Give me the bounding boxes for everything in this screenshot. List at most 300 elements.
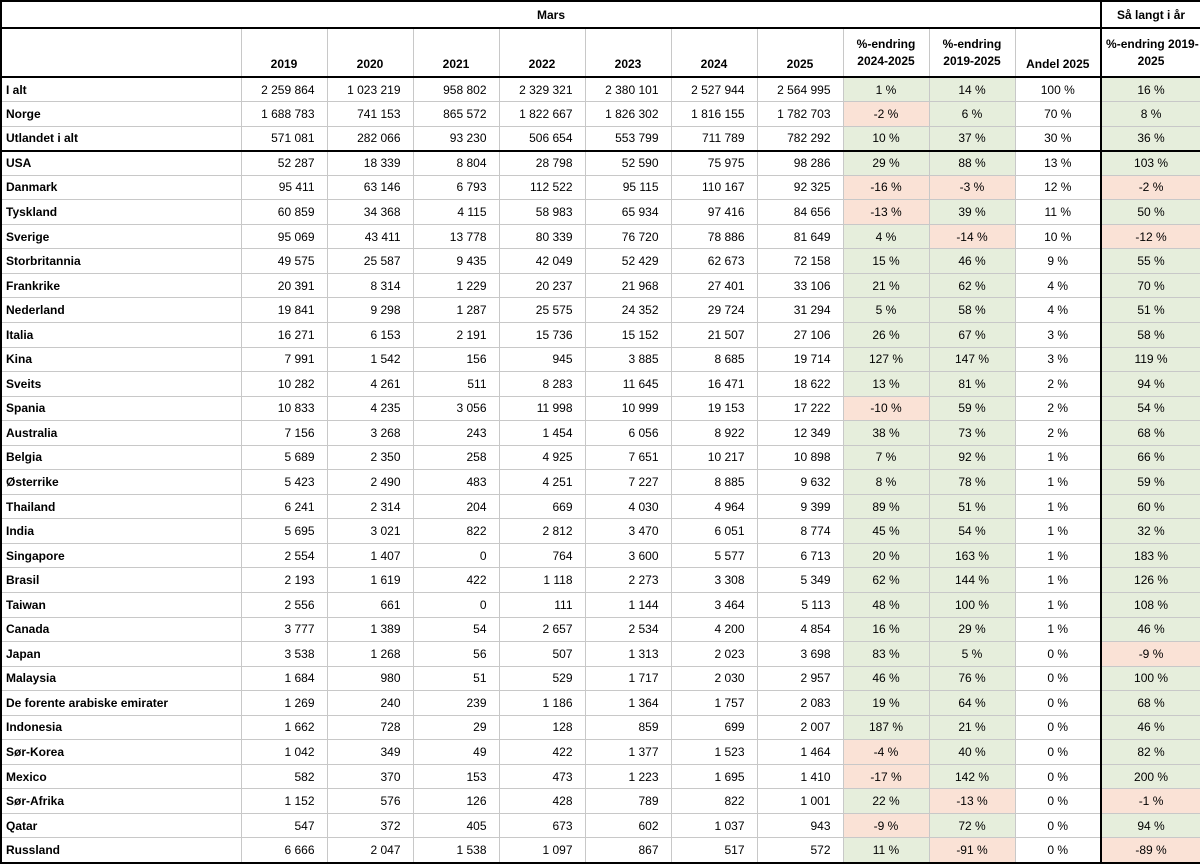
value-cell: 11 645: [585, 372, 671, 397]
value-cell: 18 622: [757, 372, 843, 397]
row-name: Thailand: [1, 494, 241, 519]
change-2019-2025-cell: 144 %: [929, 568, 1015, 593]
value-cell: 9 632: [757, 470, 843, 495]
value-cell: 110 167: [671, 175, 757, 200]
table-row: [1, 592, 1200, 617]
value-cell: 93 230: [413, 126, 499, 151]
row-name: Qatar: [1, 813, 241, 838]
value-cell: 4 030: [585, 494, 671, 519]
ytd-change-cell: 94 %: [1101, 813, 1200, 838]
value-cell: 5 689: [241, 445, 327, 470]
value-cell: 405: [413, 813, 499, 838]
value-cell: 661: [327, 592, 413, 617]
value-cell: 1 410: [757, 764, 843, 789]
value-cell: 60 859: [241, 200, 327, 225]
ytd-change-cell: 60 %: [1101, 494, 1200, 519]
value-cell: 1 186: [499, 691, 585, 716]
ytd-change-cell: 46 %: [1101, 715, 1200, 740]
value-cell: 20 391: [241, 273, 327, 298]
table-row: [1, 764, 1200, 789]
header-year: 2022: [499, 28, 585, 77]
value-cell: 282 066: [327, 126, 413, 151]
value-cell: 507: [499, 642, 585, 667]
change-2019-2025-cell: -3 %: [929, 175, 1015, 200]
ytd-change-cell: 46 %: [1101, 617, 1200, 642]
header-change-2024-2025: [843, 28, 929, 77]
ytd-change-cell: 8 %: [1101, 102, 1200, 127]
table-row: [1, 543, 1200, 568]
value-cell: 1 816 155: [671, 102, 757, 127]
value-cell: 17 222: [757, 396, 843, 421]
value-cell: 52 429: [585, 249, 671, 274]
change-2024-2025-cell: -9 %: [843, 813, 929, 838]
row-name: Danmark: [1, 175, 241, 200]
change-2019-2025-cell: 72 %: [929, 813, 1015, 838]
value-cell: 95 115: [585, 175, 671, 200]
value-cell: 782 292: [757, 126, 843, 151]
header-year: 2025: [757, 28, 843, 77]
value-cell: 7 156: [241, 421, 327, 446]
table-row: [1, 642, 1200, 667]
change-2024-2025-cell: 15 %: [843, 249, 929, 274]
change-2019-2025-cell: -14 %: [929, 224, 1015, 249]
table-row: [1, 617, 1200, 642]
value-cell: 9 435: [413, 249, 499, 274]
value-cell: 153: [413, 764, 499, 789]
value-cell: 62 673: [671, 249, 757, 274]
change-2019-2025-cell: 62 %: [929, 273, 1015, 298]
value-cell: 52 590: [585, 151, 671, 176]
value-cell: 2 350: [327, 445, 413, 470]
value-cell: 156: [413, 347, 499, 372]
value-cell: 473: [499, 764, 585, 789]
row-name: Nederland: [1, 298, 241, 323]
value-cell: 711 789: [671, 126, 757, 151]
change-2024-2025-cell: -2 %: [843, 102, 929, 127]
change-2024-2025-cell: 62 %: [843, 568, 929, 593]
change-2019-2025-cell: 81 %: [929, 372, 1015, 397]
value-cell: 76 720: [585, 224, 671, 249]
value-cell: 1 782 703: [757, 102, 843, 127]
value-cell: 112 522: [499, 175, 585, 200]
value-cell: 6 241: [241, 494, 327, 519]
value-cell: 669: [499, 494, 585, 519]
share-cell: 1 %: [1015, 592, 1101, 617]
value-cell: 10 217: [671, 445, 757, 470]
row-name: Sveits: [1, 372, 241, 397]
value-cell: 3 698: [757, 642, 843, 667]
value-cell: 553 799: [585, 126, 671, 151]
value-cell: 2 259 864: [241, 77, 327, 102]
change-2024-2025-cell: 8 %: [843, 470, 929, 495]
table-row: [1, 789, 1200, 814]
value-cell: 1 542: [327, 347, 413, 372]
value-cell: 428: [499, 789, 585, 814]
value-cell: 95 069: [241, 224, 327, 249]
value-cell: 2 083: [757, 691, 843, 716]
change-2019-2025-cell: 100 %: [929, 592, 1015, 617]
change-2019-2025-cell: -91 %: [929, 838, 1015, 863]
table-row: [1, 249, 1200, 274]
change-2019-2025-cell: 64 %: [929, 691, 1015, 716]
value-cell: 602: [585, 813, 671, 838]
header-change-line1: %-endring: [856, 36, 916, 51]
ytd-change-cell: 119 %: [1101, 347, 1200, 372]
change-2024-2025-cell: 10 %: [843, 126, 929, 151]
value-cell: 349: [327, 740, 413, 765]
value-cell: 65 934: [585, 200, 671, 225]
table-row: [1, 175, 1200, 200]
change-2024-2025-cell: 22 %: [843, 789, 929, 814]
change-2019-2025-cell: 5 %: [929, 642, 1015, 667]
value-cell: 10 999: [585, 396, 671, 421]
value-cell: 1 152: [241, 789, 327, 814]
share-cell: 4 %: [1015, 273, 1101, 298]
change-2024-2025-cell: 83 %: [843, 642, 929, 667]
row-name: Kina: [1, 347, 241, 372]
value-cell: 58 983: [499, 200, 585, 225]
value-cell: 97 416: [671, 200, 757, 225]
value-cell: 1 464: [757, 740, 843, 765]
change-2019-2025-cell: 29 %: [929, 617, 1015, 642]
change-2019-2025-cell: 40 %: [929, 740, 1015, 765]
share-cell: 2 %: [1015, 421, 1101, 446]
change-2019-2025-cell: 46 %: [929, 249, 1015, 274]
ytd-change-cell: 200 %: [1101, 764, 1200, 789]
value-cell: 822: [413, 519, 499, 544]
value-cell: 1 684: [241, 666, 327, 691]
change-2019-2025-cell: 147 %: [929, 347, 1015, 372]
ytd-change-cell: 66 %: [1101, 445, 1200, 470]
change-2024-2025-cell: 127 %: [843, 347, 929, 372]
ytd-change-cell: 68 %: [1101, 421, 1200, 446]
value-cell: 673: [499, 813, 585, 838]
value-cell: 4 251: [499, 470, 585, 495]
header-year: 2024: [671, 28, 757, 77]
value-cell: 31 294: [757, 298, 843, 323]
share-cell: 4 %: [1015, 298, 1101, 323]
share-cell: 1 %: [1015, 494, 1101, 519]
share-cell: 0 %: [1015, 764, 1101, 789]
share-cell: 70 %: [1015, 102, 1101, 127]
header-year: 2023: [585, 28, 671, 77]
value-cell: 20 237: [499, 273, 585, 298]
table-row: [1, 445, 1200, 470]
share-cell: 30 %: [1015, 126, 1101, 151]
change-2019-2025-cell: 21 %: [929, 715, 1015, 740]
row-name: Australia: [1, 421, 241, 446]
row-name: Russland: [1, 838, 241, 863]
change-2024-2025-cell: 38 %: [843, 421, 929, 446]
value-cell: 54: [413, 617, 499, 642]
value-cell: 958 802: [413, 77, 499, 102]
value-cell: 13 778: [413, 224, 499, 249]
value-cell: 258: [413, 445, 499, 470]
value-cell: 699: [671, 715, 757, 740]
ytd-change-cell: 100 %: [1101, 666, 1200, 691]
header-change-line2: 2019-2025: [943, 53, 1001, 68]
ytd-change-cell: 51 %: [1101, 298, 1200, 323]
value-cell: 43 411: [327, 224, 413, 249]
row-name: Frankrike: [1, 273, 241, 298]
row-name: Sør-Korea: [1, 740, 241, 765]
change-2024-2025-cell: 89 %: [843, 494, 929, 519]
ytd-change-cell: 54 %: [1101, 396, 1200, 421]
change-2024-2025-cell: 46 %: [843, 666, 929, 691]
value-cell: 370: [327, 764, 413, 789]
value-cell: 27 401: [671, 273, 757, 298]
value-cell: 6 793: [413, 175, 499, 200]
change-2019-2025-cell: 54 %: [929, 519, 1015, 544]
row-name: Sør-Afrika: [1, 789, 241, 814]
row-name: De forente arabiske emirater: [1, 691, 241, 716]
value-cell: 1 695: [671, 764, 757, 789]
value-cell: 1 097: [499, 838, 585, 863]
change-2019-2025-cell: 88 %: [929, 151, 1015, 176]
value-cell: 9 399: [757, 494, 843, 519]
value-cell: 16 471: [671, 372, 757, 397]
value-cell: 8 314: [327, 273, 413, 298]
value-cell: 1 688 783: [241, 102, 327, 127]
value-cell: 517: [671, 838, 757, 863]
table-row: [1, 568, 1200, 593]
value-cell: 21 507: [671, 322, 757, 347]
change-2024-2025-cell: -16 %: [843, 175, 929, 200]
share-cell: 9 %: [1015, 249, 1101, 274]
value-cell: 9 298: [327, 298, 413, 323]
change-2024-2025-cell: 4 %: [843, 224, 929, 249]
row-name: Taiwan: [1, 592, 241, 617]
share-cell: 1 %: [1015, 543, 1101, 568]
value-cell: 81 649: [757, 224, 843, 249]
value-cell: 42 049: [499, 249, 585, 274]
value-cell: 24 352: [585, 298, 671, 323]
value-cell: 2 534: [585, 617, 671, 642]
value-cell: 1 313: [585, 642, 671, 667]
value-cell: 80 339: [499, 224, 585, 249]
share-cell: 0 %: [1015, 740, 1101, 765]
value-cell: 25 575: [499, 298, 585, 323]
value-cell: 111: [499, 592, 585, 617]
change-2024-2025-cell: 19 %: [843, 691, 929, 716]
ytd-change-cell: 16 %: [1101, 77, 1200, 102]
value-cell: 18 339: [327, 151, 413, 176]
row-name: USA: [1, 151, 241, 176]
value-cell: 2 812: [499, 519, 585, 544]
value-cell: 4 261: [327, 372, 413, 397]
value-cell: 3 464: [671, 592, 757, 617]
share-cell: 1 %: [1015, 445, 1101, 470]
value-cell: 243: [413, 421, 499, 446]
share-cell: 0 %: [1015, 715, 1101, 740]
value-cell: 1 287: [413, 298, 499, 323]
value-cell: 6 713: [757, 543, 843, 568]
value-cell: 10 282: [241, 372, 327, 397]
value-cell: 3 600: [585, 543, 671, 568]
value-cell: 56: [413, 642, 499, 667]
value-cell: 867: [585, 838, 671, 863]
value-cell: 728: [327, 715, 413, 740]
table-row: [1, 200, 1200, 225]
change-2019-2025-cell: 14 %: [929, 77, 1015, 102]
value-cell: 95 411: [241, 175, 327, 200]
row-name: Italia: [1, 322, 241, 347]
header-year: 2019: [241, 28, 327, 77]
table-row: [1, 519, 1200, 544]
change-2024-2025-cell: -10 %: [843, 396, 929, 421]
value-cell: 1 619: [327, 568, 413, 593]
value-cell: 0: [413, 592, 499, 617]
share-cell: 1 %: [1015, 519, 1101, 544]
value-cell: 506 654: [499, 126, 585, 151]
row-name: Mexico: [1, 764, 241, 789]
value-cell: 5 423: [241, 470, 327, 495]
change-2019-2025-cell: -13 %: [929, 789, 1015, 814]
value-cell: 1 826 302: [585, 102, 671, 127]
value-cell: 422: [499, 740, 585, 765]
value-cell: 25 587: [327, 249, 413, 274]
change-2024-2025-cell: 11 %: [843, 838, 929, 863]
ytd-change-cell: 68 %: [1101, 691, 1200, 716]
share-cell: 0 %: [1015, 642, 1101, 667]
change-2024-2025-cell: -17 %: [843, 764, 929, 789]
value-cell: 28 798: [499, 151, 585, 176]
change-2019-2025-cell: 92 %: [929, 445, 1015, 470]
value-cell: 126: [413, 789, 499, 814]
value-cell: 2 490: [327, 470, 413, 495]
change-2019-2025-cell: 142 %: [929, 764, 1015, 789]
value-cell: 2 030: [671, 666, 757, 691]
header-so-far: Så langt i år: [1101, 1, 1200, 28]
value-cell: 16 271: [241, 322, 327, 347]
header-column-row: [1, 28, 1200, 77]
row-name: Indonesia: [1, 715, 241, 740]
value-cell: 8 774: [757, 519, 843, 544]
value-cell: 49 575: [241, 249, 327, 274]
table-row: [1, 224, 1200, 249]
ytd-change-cell: 32 %: [1101, 519, 1200, 544]
value-cell: 4 115: [413, 200, 499, 225]
table-row: [1, 740, 1200, 765]
value-cell: 2 273: [585, 568, 671, 593]
value-cell: 19 841: [241, 298, 327, 323]
change-2024-2025-cell: 20 %: [843, 543, 929, 568]
header-year: 2020: [327, 28, 413, 77]
change-2019-2025-cell: 6 %: [929, 102, 1015, 127]
value-cell: 576: [327, 789, 413, 814]
value-cell: 2 191: [413, 322, 499, 347]
share-cell: 100 %: [1015, 77, 1101, 102]
value-cell: 2 380 101: [585, 77, 671, 102]
value-cell: 1 662: [241, 715, 327, 740]
value-cell: 547: [241, 813, 327, 838]
table-row: [1, 102, 1200, 127]
header-year: 2021: [413, 28, 499, 77]
value-cell: 3 308: [671, 568, 757, 593]
ytd-change-cell: -1 %: [1101, 789, 1200, 814]
row-name: Storbritannia: [1, 249, 241, 274]
value-cell: 1 377: [585, 740, 671, 765]
change-2019-2025-cell: 163 %: [929, 543, 1015, 568]
ytd-change-cell: -2 %: [1101, 175, 1200, 200]
change-2019-2025-cell: 37 %: [929, 126, 1015, 151]
ytd-change-cell: 108 %: [1101, 592, 1200, 617]
value-cell: 7 991: [241, 347, 327, 372]
value-cell: 4 925: [499, 445, 585, 470]
share-cell: 11 %: [1015, 200, 1101, 225]
value-cell: 2 329 321: [499, 77, 585, 102]
table-row: [1, 421, 1200, 446]
header-change-line1: %-endring: [942, 36, 1002, 51]
value-cell: 2 556: [241, 592, 327, 617]
row-name: Canada: [1, 617, 241, 642]
value-cell: 5 349: [757, 568, 843, 593]
value-cell: 1 268: [327, 642, 413, 667]
value-cell: 483: [413, 470, 499, 495]
share-cell: 2 %: [1015, 372, 1101, 397]
value-cell: 204: [413, 494, 499, 519]
value-cell: 1 407: [327, 543, 413, 568]
table-row: [1, 347, 1200, 372]
table-row: [1, 298, 1200, 323]
row-name: Spania: [1, 396, 241, 421]
table-row: [1, 715, 1200, 740]
value-cell: 2 564 995: [757, 77, 843, 102]
table-row: [1, 813, 1200, 838]
change-2024-2025-cell: 7 %: [843, 445, 929, 470]
change-2024-2025-cell: 1 %: [843, 77, 929, 102]
row-name: Singapore: [1, 543, 241, 568]
row-name: Malaysia: [1, 666, 241, 691]
value-cell: 7 227: [585, 470, 671, 495]
value-cell: 1 757: [671, 691, 757, 716]
table-row: [1, 77, 1200, 102]
value-cell: 1 229: [413, 273, 499, 298]
row-name: I alt: [1, 77, 241, 102]
value-cell: 19 153: [671, 396, 757, 421]
value-cell: 239: [413, 691, 499, 716]
value-cell: 6 056: [585, 421, 671, 446]
value-cell: 49: [413, 740, 499, 765]
change-2024-2025-cell: 16 %: [843, 617, 929, 642]
value-cell: 422: [413, 568, 499, 593]
value-cell: 1 822 667: [499, 102, 585, 127]
value-cell: 372: [327, 813, 413, 838]
ytd-change-cell: 94 %: [1101, 372, 1200, 397]
value-cell: 29: [413, 715, 499, 740]
table-row: [1, 470, 1200, 495]
table-row: [1, 322, 1200, 347]
value-cell: 4 964: [671, 494, 757, 519]
value-cell: 5 577: [671, 543, 757, 568]
value-cell: 1 023 219: [327, 77, 413, 102]
change-2019-2025-cell: 51 %: [929, 494, 1015, 519]
value-cell: 1 364: [585, 691, 671, 716]
value-cell: 1 454: [499, 421, 585, 446]
ytd-change-cell: 126 %: [1101, 568, 1200, 593]
value-cell: 582: [241, 764, 327, 789]
share-cell: 10 %: [1015, 224, 1101, 249]
change-2019-2025-cell: 58 %: [929, 298, 1015, 323]
change-2024-2025-cell: 5 %: [843, 298, 929, 323]
table-row: [1, 691, 1200, 716]
ytd-change-cell: -89 %: [1101, 838, 1200, 863]
value-cell: 529: [499, 666, 585, 691]
value-cell: 1 223: [585, 764, 671, 789]
value-cell: 943: [757, 813, 843, 838]
value-cell: 75 975: [671, 151, 757, 176]
table-row: [1, 396, 1200, 421]
